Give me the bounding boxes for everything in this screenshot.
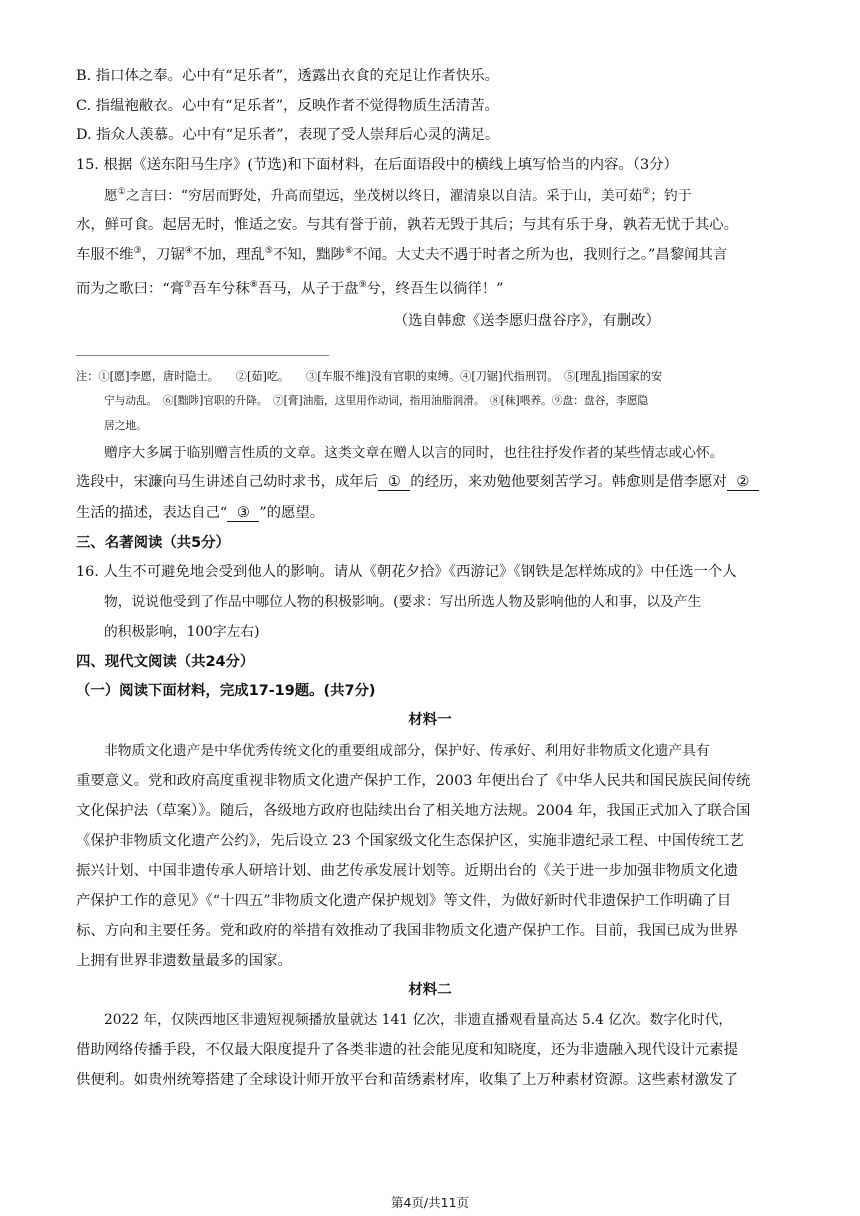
material-1-line: 产保护工作的意见》《“十四五”非物质文化遗产保护规划》等文件，为做好新时代非遗保护工作明确了目 [76, 893, 732, 909]
material-1-line: 振兴计划、中国非遗传承人研培计划、曲艺传承发展计划等。近期出台的《关于进一步加强非物质文化遗 [76, 863, 738, 879]
page-number: 第4页/共11页 [390, 1195, 470, 1210]
material-1-line: 重要意义。党和政府高度重视非物质文化遗产保护工作，2003 年便出台了《中华人民共和国民族民间传统 [76, 773, 751, 789]
material-2-line: 供便利。如贵州统筹搭建了全球设计师开放平台和苗绣素材库，收集了上万种素材资源。这些素材激发了 [76, 1072, 738, 1088]
section-3-title: 三、名著阅读（共5分） [76, 535, 230, 551]
option-b: B. 指口体之奉。心中有“足乐者”，透露出衣食的充足让作者快乐。 [76, 68, 499, 84]
subsection-1-title: （一）阅读下面材料，完成17-19题。(共7分) [76, 683, 376, 699]
q16-line-1: 16. 人生不可避免地会受到他人的影响。请从《朝花夕拾》《西游记》《钢铁是怎样炼成的》中任选一个人 [76, 564, 737, 580]
para-line-1: 赠序大多属于临别赠言性质的文章。这类文章在赠人以言的同时，也往往抒发作者的某些情志或心怀。 [104, 445, 724, 461]
blank-2[interactable]: ② [727, 474, 759, 491]
footnote-line-1: 注：①[愿]李愿，唐时隐士。 ②[茹]吃。 ③[车服不维]没有官职的束缚。④[刀锯]代指刑罚。 ⑤[理乱]指国家的安 [76, 370, 663, 383]
material-1-line: 非物质文化遗产是中华优秀传统文化的重要组成部分，保护好、传承好、利用好非物质文化遗产具有 [104, 743, 710, 759]
option-d: D. 指众人羡慕。心中有“足乐者”，表现了受人崇拜后心灵的满足。 [76, 127, 500, 143]
passage-line-4: 而为之歌曰：“膏⑦吾车兮秣⑧吾马，从子于盘⑨兮，终吾生以徜徉！” [76, 280, 504, 297]
section-4-title: 四、现代文阅读（共24分） [76, 654, 255, 670]
para-line-3: 生活的描述，表达自己“ ③ ”的愿望。 [76, 505, 325, 521]
blank-3[interactable]: ③ [227, 505, 259, 522]
material-2-title: 材料二 [408, 982, 452, 998]
q16-line-3: 的积极影响，100字左右) [104, 624, 260, 640]
passage-line-1: 愿①之言曰：“穷居而野处，升高而望远，坐茂树以终日，濯清泉以自洁。采于山，美可茹②；钓于 [104, 187, 692, 204]
blank-1[interactable]: ① [378, 474, 410, 491]
passage-line-2: 水，鲜可食。起居无时，惟适之安。与其有誉于前，孰若无毁于其后；与其有乐于身，孰若无忧于其心。 [76, 217, 738, 233]
material-1-line: 《保护非物质文化遗产公约》，先后设立 23 个国家级文化生态保护区，实施非遗纪录工程、中国传统工艺 [76, 833, 744, 849]
passage-line-3: 车服不维③，刀锯④不加，理乱⑤不知，黜陟⑥不闻。大丈夫不遇于时者之所为也，我则行之。”昌黎闻其言 [76, 246, 728, 263]
q15-stem: 15. 根据《送东阳马生序》(节选)和下面材料，在后面语段中的横线上填写恰当的内容。（3分） [76, 157, 678, 173]
material-2-line: 2022 年，仅陕西地区非遗短视频播放量就达 141 亿次，非遗直播观看量高达 5.4 亿次。数字化时代， [104, 1012, 733, 1028]
footnote-line-2: 宁与动乱。 ⑥[黜陟]官职的升降。 ⑦[膏]油脂，这里用作动词，指用油脂润滑。 ⑧[秣]喂养。⑨盘：盘谷，李愿隐 [104, 394, 649, 407]
material-1-title: 材料一 [408, 712, 452, 728]
option-c: C. 指缊袍敝衣。心中有“足乐者”，反映作者不觉得物质生活清苦。 [76, 98, 499, 114]
material-1-line: 文化保护法（草案）》。随后，各级地方政府也陆续出台了相关地方法规。2004 年，我国正式加入了联合国 [76, 803, 751, 819]
footnote-line-3: 居之地。 [104, 419, 147, 432]
material-2-line: 借助网络传播手段，不仅最大限度提升了各类非遗的社会能见度和知晓度，还为非遗融入现代设计元素提 [76, 1042, 738, 1058]
material-1-line: 标、方向和主要任务。党和政府的举措有效推动了我国非物质文化遗产保护工作。目前，我国已成为世界 [76, 923, 738, 939]
q16-line-2: 物，说说他受到了作品中哪位人物的积极影响。(要求：写出所选人物及影响他的人和事，以及产生 [104, 594, 702, 610]
para-line-2: 选段中，宋濂向马生讲述自己幼时求书，成年后 ① 的经历，来劝勉他要刻苦学习。韩愈则是借李愿对 ② [76, 472, 796, 492]
footnote-divider [76, 355, 329, 356]
passage-source: （选自韩愈《送李愿归盘谷序》，有删改） [393, 313, 660, 329]
material-1-line: 上拥有世界非遗数量最多的国家。 [76, 953, 292, 969]
